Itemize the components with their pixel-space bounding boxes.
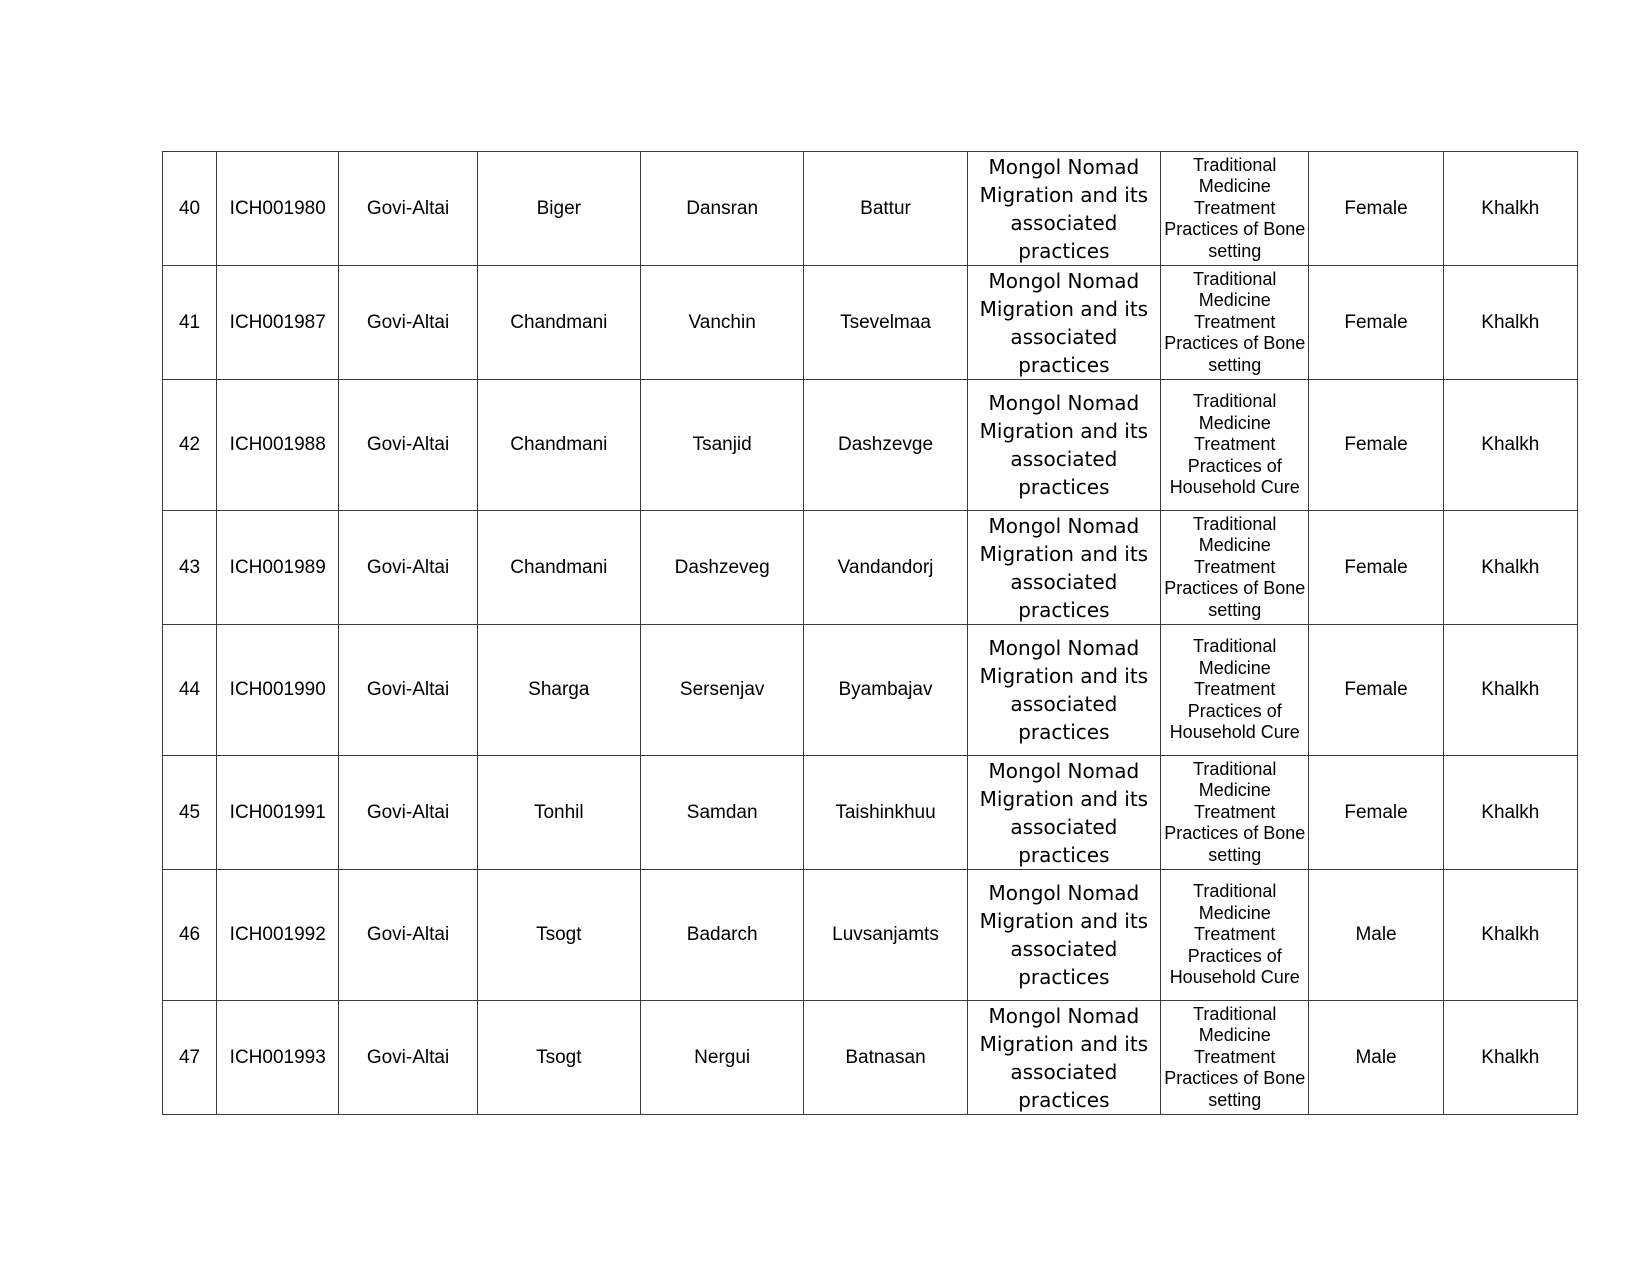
province-cell: Govi-Altai (339, 870, 477, 1001)
ich-id-cell: ICH001993 (217, 1001, 339, 1115)
ethnicity-cell: Khalkh (1443, 756, 1577, 870)
ich-element-cell: Mongol Nomad Migration and its associated practices (967, 266, 1160, 380)
surname-cell: Samdan (640, 756, 803, 870)
ethnicity-cell: Khalkh (1443, 511, 1577, 625)
row-number-cell: 43 (163, 511, 217, 625)
province-cell: Govi-Altai (339, 625, 477, 756)
practice-cell: Traditional Medicine Treatment Practices of Household Cure (1161, 380, 1309, 511)
ich-id-cell: ICH001988 (217, 380, 339, 511)
gender-cell: Female (1309, 511, 1443, 625)
ich-id-cell: ICH001991 (217, 756, 339, 870)
table-row (163, 152, 1578, 266)
ethnicity-cell: Khalkh (1443, 380, 1577, 511)
row-number-cell: 40 (163, 152, 217, 266)
table-row (163, 266, 1578, 380)
ethnicity-cell: Khalkh (1443, 1001, 1577, 1115)
table-body (163, 152, 1578, 1115)
row-number-cell: 44 (163, 625, 217, 756)
surname-cell: Sersenjav (640, 625, 803, 756)
surname-cell: Tsanjid (640, 380, 803, 511)
surname-cell: Vanchin (640, 266, 803, 380)
table-row (163, 625, 1578, 756)
table-row (163, 756, 1578, 870)
practice-cell: Traditional Medicine Treatment Practices of Bone setting (1161, 756, 1309, 870)
soum-cell: Biger (477, 152, 640, 266)
surname-cell: Badarch (640, 870, 803, 1001)
gender-cell: Female (1309, 266, 1443, 380)
province-cell: Govi-Altai (339, 756, 477, 870)
province-cell: Govi-Altai (339, 152, 477, 266)
ethnicity-cell: Khalkh (1443, 152, 1577, 266)
practice-cell: Traditional Medicine Treatment Practices of Bone setting (1161, 152, 1309, 266)
province-cell: Govi-Altai (339, 266, 477, 380)
given-name-cell: Batnasan (804, 1001, 967, 1115)
ich-id-cell: ICH001990 (217, 625, 339, 756)
practice-cell: Traditional Medicine Treatment Practices of Bone setting (1161, 266, 1309, 380)
gender-cell: Female (1309, 756, 1443, 870)
table-row (163, 1001, 1578, 1115)
practice-cell: Traditional Medicine Treatment Practices of Household Cure (1161, 870, 1309, 1001)
given-name-cell: Tsevelmaa (804, 266, 967, 380)
row-number-cell: 45 (163, 756, 217, 870)
table-row (163, 511, 1578, 625)
gender-cell: Female (1309, 380, 1443, 511)
surname-cell: Dansran (640, 152, 803, 266)
province-cell: Govi-Altai (339, 380, 477, 511)
ich-element-cell: Mongol Nomad Migration and its associated practices (967, 625, 1160, 756)
ich-element-cell: Mongol Nomad Migration and its associated practices (967, 870, 1160, 1001)
given-name-cell: Taishinkhuu (804, 756, 967, 870)
province-cell: Govi-Altai (339, 1001, 477, 1115)
ethnicity-cell: Khalkh (1443, 870, 1577, 1001)
table-row (163, 380, 1578, 511)
given-name-cell: Luvsanjamts (804, 870, 967, 1001)
ethnicity-cell: Khalkh (1443, 266, 1577, 380)
ich-element-cell: Mongol Nomad Migration and its associated practices (967, 756, 1160, 870)
ich-id-cell: ICH001980 (217, 152, 339, 266)
soum-cell: Chandmani (477, 511, 640, 625)
ich-id-cell: ICH001989 (217, 511, 339, 625)
practice-cell: Traditional Medicine Treatment Practices of Bone setting (1161, 511, 1309, 625)
ethnicity-cell: Khalkh (1443, 625, 1577, 756)
surname-cell: Nergui (640, 1001, 803, 1115)
gender-cell: Male (1309, 1001, 1443, 1115)
soum-cell: Chandmani (477, 380, 640, 511)
soum-cell: Tsogt (477, 870, 640, 1001)
ich-element-cell: Mongol Nomad Migration and its associated practices (967, 511, 1160, 625)
soum-cell: Tonhil (477, 756, 640, 870)
surname-cell: Dashzeveg (640, 511, 803, 625)
practice-cell: Traditional Medicine Treatment Practices of Household Cure (1161, 625, 1309, 756)
gender-cell: Female (1309, 152, 1443, 266)
table-row (163, 870, 1578, 1001)
row-number-cell: 42 (163, 380, 217, 511)
given-name-cell: Vandandorj (804, 511, 967, 625)
gender-cell: Female (1309, 625, 1443, 756)
ich-id-cell: ICH001992 (217, 870, 339, 1001)
practice-cell: Traditional Medicine Treatment Practices of Bone setting (1161, 1001, 1309, 1115)
soum-cell: Sharga (477, 625, 640, 756)
given-name-cell: Dashzevge (804, 380, 967, 511)
ich-id-cell: ICH001987 (217, 266, 339, 380)
row-number-cell: 47 (163, 1001, 217, 1115)
soum-cell: Tsogt (477, 1001, 640, 1115)
province-cell: Govi-Altai (339, 511, 477, 625)
row-number-cell: 41 (163, 266, 217, 380)
ich-element-cell: Mongol Nomad Migration and its associated practices (967, 152, 1160, 266)
ich-element-cell: Mongol Nomad Migration and its associated practices (967, 1001, 1160, 1115)
gender-cell: Male (1309, 870, 1443, 1001)
given-name-cell: Byambajav (804, 625, 967, 756)
given-name-cell: Battur (804, 152, 967, 266)
row-number-cell: 46 (163, 870, 217, 1001)
soum-cell: Chandmani (477, 266, 640, 380)
registry-table (162, 151, 1578, 1115)
ich-element-cell: Mongol Nomad Migration and its associated practices (967, 380, 1160, 511)
